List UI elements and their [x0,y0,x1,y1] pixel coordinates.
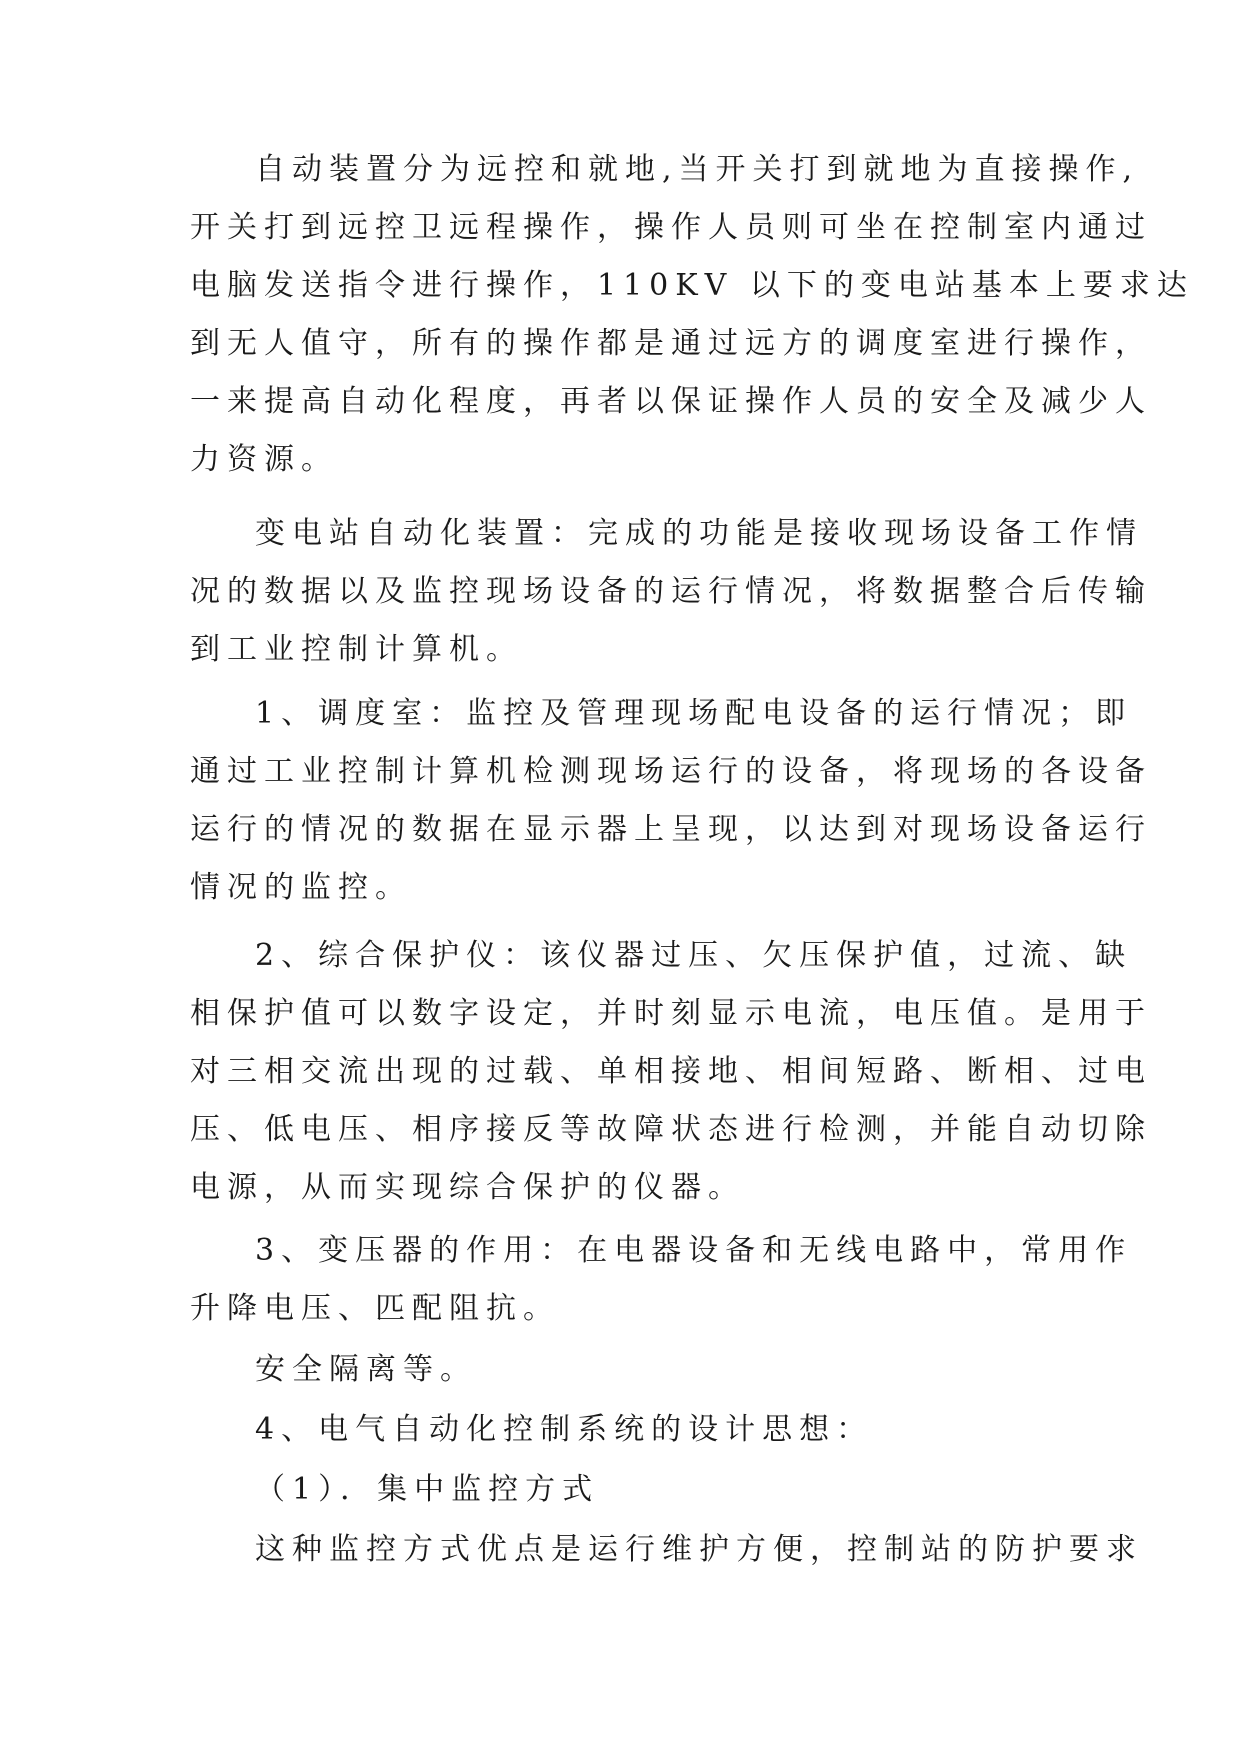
text-line: 自动装置分为远控和就地,当开关打到就地为直接操作, [255,152,1140,187]
text-line: 一来提高自动化程度，再者以保证操作人员的安全及减少人 [190,384,1152,419]
text-line: 4、电气自动化控制系统的设计思想： [255,1412,874,1447]
text-line: 运行的情况的数据在显示器上呈现，以达到对现场设备运行 [190,812,1152,847]
text-line: 变电站自动化装置：完成的功能是接收现场设备工作情 [255,516,1143,551]
text-line: 1、调度室：监控及管理现场配电设备的运行情况；即 [255,696,1133,731]
text-line: 3、变压器的作用：在电器设备和无线电路中，常用作 [255,1233,1133,1268]
text-line: 力资源。 [190,442,338,477]
text-line: 相保护值可以数字设定，并时刻显示电流，电压值。是用于 [190,996,1152,1031]
text-line: 到无人值守，所有的操作都是通过远方的调度室进行操作， [190,326,1152,361]
text-line: 况的数据以及监控现场设备的运行情况，将数据整合后传输 [190,574,1152,609]
text-line: 压、低电压、相序接反等故障状态进行检测，并能自动切除 [190,1112,1152,1147]
text-line: 开关打到远控卫远程操作，操作人员则可坐在控制室内通过 [190,210,1152,245]
text-line: 到工业控制计算机。 [190,632,523,667]
text-line: 这种监控方式优点是运行维护方便，控制站的防护要求 [255,1532,1143,1567]
text-line: 2、综合保护仪：该仪器过压、欠压保护值，过流、缺 [255,938,1133,973]
text-line: 对三相交流出现的过载、单相接地、相间短路、断相、过电 [190,1054,1152,1089]
text-line: 升降电压、匹配阻抗。 [190,1291,560,1326]
text-line: 电脑发送指令进行操作，110KV 以下的变电站基本上要求达 [190,268,1194,303]
text-line: 通过工业控制计算机检测现场运行的设备，将现场的各设备 [190,754,1152,789]
text-line: 电源，从而实现综合保护的仪器。 [190,1170,745,1205]
text-line: （1）．集中监控方式 [255,1472,600,1507]
text-line: 安全隔离等。 [255,1352,477,1387]
text-line: 情况的监控。 [190,870,412,905]
